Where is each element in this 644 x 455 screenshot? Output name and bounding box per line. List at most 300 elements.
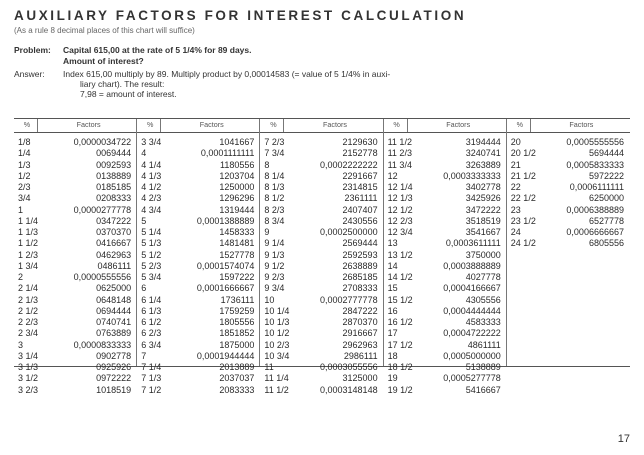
factor-cell: 2847222 <box>342 305 378 316</box>
problem-line-2: Amount of interest? <box>63 56 144 66</box>
table-row <box>18 160 131 171</box>
factor-cell: 2986111 <box>343 350 378 361</box>
factor-cell: 1875000 <box>219 339 255 350</box>
percent-cell: 21 <box>510 159 521 170</box>
factor-cell: 5138889 <box>465 362 501 372</box>
factor-column <box>511 137 624 250</box>
percent-cell: 4 2/3 <box>141 193 162 204</box>
table-row <box>18 328 131 339</box>
table-row <box>388 171 501 182</box>
factor-cell: 0,0002500000 <box>320 227 378 237</box>
percent-cell: 12 <box>387 170 398 181</box>
factor-cell: 2013889 <box>219 362 255 372</box>
table-row <box>141 227 254 238</box>
factor-cell: 0,0001111111 <box>200 148 255 159</box>
factor-cell: 0694444 <box>96 305 132 316</box>
header-factors: Factors <box>323 120 347 129</box>
factor-cell: 0,0000277778 <box>73 204 132 215</box>
percent-cell: 11 3/4 <box>387 159 412 170</box>
table-row <box>18 227 131 238</box>
percent-cell: 5 2/3 <box>141 260 162 271</box>
header-divider <box>530 119 531 132</box>
table-row <box>18 216 131 227</box>
factor-cell: 1041667 <box>219 137 255 147</box>
table-row <box>18 193 131 204</box>
percent-cell: 10 2/3 <box>264 339 290 350</box>
percent-cell: 12 2/3 <box>387 215 413 226</box>
table-row <box>388 238 501 249</box>
percent-cell: 2 2/3 <box>18 317 39 327</box>
percent-cell: 6 2/3 <box>141 328 162 339</box>
percent-cell: 22 <box>510 182 521 192</box>
table-row <box>388 283 501 294</box>
table-row <box>18 148 131 159</box>
percent-cell: 5 3/4 <box>141 272 162 282</box>
factor-cell: 0,0005833333 <box>566 159 624 170</box>
table-row <box>141 171 254 182</box>
percent-cell: 6 3/4 <box>141 339 162 350</box>
factor-cell: 3194444 <box>465 137 501 147</box>
table-row <box>264 250 377 261</box>
percent-cell: 6 <box>141 283 147 294</box>
table-row <box>141 216 254 227</box>
percent-cell: 3/4 <box>18 193 31 204</box>
table-row <box>18 317 131 328</box>
percent-cell: 1 3/4 <box>18 260 39 271</box>
percent-cell: 3 1/4 <box>18 350 39 361</box>
percent-cell: 9 3/4 <box>264 283 285 294</box>
factor-cell: 2430556 <box>342 215 378 226</box>
header-divider <box>283 119 284 132</box>
factor-cell: 0185185 <box>96 182 132 192</box>
percent-cell: 8 1/3 <box>264 182 285 192</box>
table-row <box>264 351 377 362</box>
factor-cell: 0,0000833333 <box>73 339 132 350</box>
header-factors: Factors <box>199 120 224 129</box>
percent-cell: 20 1/2 <box>510 148 536 159</box>
percent-cell: 14 1/2 <box>387 272 413 282</box>
percent-cell: 2 1/4 <box>18 283 39 294</box>
table-row <box>511 171 624 182</box>
factor-cell: 0,0000034722 <box>73 137 132 147</box>
percent-cell: 13 1/2 <box>387 249 413 260</box>
header-percent: % <box>270 120 277 129</box>
table-row <box>141 160 254 171</box>
table-row <box>141 250 254 261</box>
percent-cell: 12 1/3 <box>387 193 413 204</box>
factor-cell: 6805556 <box>588 238 624 249</box>
percent-cell: 11 1/4 <box>264 373 289 384</box>
table-row <box>388 148 501 159</box>
table-row <box>264 216 377 227</box>
percent-cell: 5 1/4 <box>141 227 162 237</box>
percent-cell: 4 3/4 <box>141 204 162 215</box>
factor-cell: 0,0003148148 <box>320 384 378 395</box>
factor-cell: 0370370 <box>96 227 132 237</box>
percent-cell: 24 1/2 <box>510 238 536 249</box>
percent-cell: 2 1/2 <box>18 305 39 316</box>
factor-cell: 6250000 <box>588 193 624 204</box>
factor-cell: 6527778 <box>588 215 624 226</box>
percent-cell: 15 <box>387 283 398 294</box>
table-row <box>388 295 501 306</box>
table-row <box>388 250 501 261</box>
table-row <box>141 193 254 204</box>
header-factors: Factors <box>76 120 101 129</box>
percent-cell: 10 3/4 <box>264 350 290 361</box>
factor-cell: 1180556 <box>220 159 255 170</box>
table-row <box>388 182 501 193</box>
factor-cell: 1527778 <box>219 249 255 260</box>
percent-cell: 1/8 <box>18 137 31 147</box>
table-row <box>511 193 624 204</box>
table-row <box>141 137 254 148</box>
table-row <box>141 148 254 159</box>
table-row <box>388 193 501 204</box>
percent-cell: 2 3/4 <box>18 328 39 339</box>
percent-cell: 12 1/4 <box>387 182 413 192</box>
percent-cell: 23 1/2 <box>510 215 536 226</box>
factor-cell: 2638889 <box>342 260 378 271</box>
factor-cell: 0,0005000000 <box>443 350 501 361</box>
factor-cell: 0138889 <box>96 170 132 181</box>
factor-cell: 2361111 <box>344 193 378 204</box>
table-row <box>264 340 377 351</box>
factor-cell: 1597222 <box>219 272 255 282</box>
percent-cell: 1 <box>18 204 24 215</box>
column-divider <box>383 119 384 366</box>
table-row <box>141 328 254 339</box>
table-row <box>388 227 501 238</box>
table-row <box>264 362 377 373</box>
percent-cell: 16 <box>387 305 398 316</box>
table-row <box>264 328 377 339</box>
percent-cell: 17 1/2 <box>387 339 413 350</box>
factor-cell: 2592593 <box>342 249 378 260</box>
table-row <box>264 148 377 159</box>
table-row <box>18 351 131 362</box>
table-row <box>388 216 501 227</box>
factor-cell: 1296296 <box>219 193 255 204</box>
factor-cell: 0462963 <box>96 249 132 260</box>
table-row <box>511 238 624 249</box>
table-row <box>141 182 254 193</box>
percent-cell: 18 <box>387 350 398 361</box>
table-row <box>511 227 624 238</box>
factor-cell: 2291667 <box>342 170 378 181</box>
table-row <box>18 306 131 317</box>
factor-cell: 0648148 <box>96 294 132 305</box>
factor-cell: 2129630 <box>342 137 378 147</box>
percent-cell: 15 1/2 <box>387 294 413 305</box>
header-divider <box>407 119 408 132</box>
factor-cell: 5694444 <box>588 148 624 159</box>
table-row <box>388 362 501 373</box>
table-row <box>388 137 501 148</box>
percent-cell: 10 <box>264 294 275 305</box>
page-title: AUXILIARY FACTORS FOR INTEREST CALCULATION <box>14 8 467 23</box>
table-row <box>141 340 254 351</box>
factor-cell: 3125000 <box>342 373 378 384</box>
factor-cell: 2569444 <box>342 238 378 249</box>
percent-cell: 7 1/3 <box>141 373 162 384</box>
answer-label: Answer: <box>14 69 45 79</box>
percent-cell: 9 1/4 <box>264 238 285 249</box>
table-row <box>388 261 501 272</box>
table-header <box>14 119 630 133</box>
page-subtitle: (As a rule 8 decimal places of this chart will suffice) <box>14 26 195 35</box>
table-row <box>388 373 501 384</box>
percent-cell: 1 1/4 <box>18 215 39 226</box>
table-row <box>511 182 624 193</box>
table-row <box>141 295 254 306</box>
factor-cell: 1759259 <box>219 305 255 316</box>
header-percent: % <box>516 120 523 129</box>
percent-cell: 2 <box>18 272 24 282</box>
table-row <box>141 261 254 272</box>
header-factors: Factors <box>569 120 594 129</box>
percent-cell: 2/3 <box>18 182 31 192</box>
table-row <box>18 272 131 283</box>
factor-cell: 0,0006666667 <box>566 227 624 237</box>
factor-cell: 0,0003055556 <box>320 362 378 372</box>
percent-cell: 13 <box>387 238 398 249</box>
table-row <box>264 295 377 306</box>
percent-cell: 8 1/4 <box>264 170 285 181</box>
table-row <box>18 385 131 396</box>
factor-cell: 3541667 <box>465 227 501 237</box>
percent-cell: 9 2/3 <box>264 272 285 282</box>
percent-cell: 14 <box>387 260 398 271</box>
factor-cell: 0347222 <box>96 215 132 226</box>
header-percent: % <box>146 120 154 129</box>
percent-cell: 8 1/2 <box>264 193 285 204</box>
percent-cell: 8 3/4 <box>264 215 285 226</box>
table-row <box>141 283 254 294</box>
table-row <box>141 205 254 216</box>
table-row <box>141 385 254 396</box>
table-row <box>18 250 131 261</box>
table-row <box>388 205 501 216</box>
percent-cell: 2 1/3 <box>18 294 39 305</box>
table-row <box>511 137 624 148</box>
factor-cell: 0,0003611111 <box>445 238 501 249</box>
percent-cell: 4 <box>141 148 147 159</box>
percent-cell: 3 1/2 <box>18 373 39 384</box>
table-row <box>388 351 501 362</box>
problem-line-1: Capital 615,00 at the rate of 5 1/4% for 89 days. <box>63 45 252 55</box>
factor-cell: 5416667 <box>465 384 501 395</box>
table-row <box>264 385 377 396</box>
table-row <box>18 238 131 249</box>
table-row <box>18 261 131 272</box>
factor-cell: 0416667 <box>96 238 132 249</box>
factor-cell: 4861111 <box>467 339 501 350</box>
answer-line-2: liary chart). The result: <box>80 79 165 89</box>
table-row <box>264 193 377 204</box>
factor-cell: 2708333 <box>342 283 378 294</box>
percent-cell: 23 <box>510 204 521 215</box>
percent-cell: 12 1/2 <box>387 204 413 215</box>
factor-cell: 1250000 <box>219 182 255 192</box>
factor-cell: 0,0005277778 <box>443 373 501 384</box>
percent-cell: 19 <box>387 373 398 384</box>
factor-cell: 2037037 <box>219 373 255 384</box>
factor-cell: 0,0003333333 <box>443 170 501 181</box>
factor-cell: 0,0005555556 <box>566 137 624 147</box>
factor-cell: 0092593 <box>96 159 132 170</box>
factor-cell: 2916667 <box>342 328 378 339</box>
factor-cell: 0925926 <box>96 362 132 372</box>
percent-cell: 4 1/3 <box>141 170 162 181</box>
factor-cell: 2083333 <box>219 384 255 395</box>
percent-cell: 5 1/3 <box>141 238 162 249</box>
table-row <box>264 160 377 171</box>
table-row <box>388 317 501 328</box>
factor-cell: 3518519 <box>465 215 501 226</box>
factor-column <box>388 137 501 396</box>
table-row <box>264 373 377 384</box>
percent-cell: 1 1/3 <box>18 227 39 237</box>
table-row <box>18 137 131 148</box>
column-divider <box>136 119 137 366</box>
factor-cell: 2152778 <box>342 148 378 159</box>
factor-cell: 2407407 <box>342 204 378 215</box>
percent-cell: 3 3/4 <box>141 137 162 147</box>
percent-cell: 3 <box>18 339 24 350</box>
table-row <box>141 362 254 373</box>
percent-cell: 1/3 <box>18 159 31 170</box>
factor-cell: 0,0004444444 <box>443 305 501 316</box>
factor-cell: 0740741 <box>96 317 132 327</box>
factor-cell: 0763889 <box>96 328 132 339</box>
header-percent: % <box>23 120 31 129</box>
factor-cell: 1018519 <box>96 384 132 395</box>
percent-cell: 11 <box>264 362 274 372</box>
factor-cell: 2962963 <box>342 339 378 350</box>
factor-cell: 2314815 <box>342 182 378 192</box>
percent-cell: 7 1/2 <box>141 384 162 395</box>
percent-cell: 3 1/3 <box>18 362 39 372</box>
factor-cell: 0486111 <box>97 260 132 271</box>
percent-cell: 6 1/3 <box>141 305 162 316</box>
percent-cell: 7 <box>141 350 147 361</box>
table-row <box>141 373 254 384</box>
factor-cell: 0,0006111111 <box>569 182 624 192</box>
factor-cell: 0,0002222222 <box>320 159 378 170</box>
table-row <box>264 317 377 328</box>
table-row <box>388 160 501 171</box>
table-row <box>141 317 254 328</box>
table-row <box>264 238 377 249</box>
table-row <box>264 171 377 182</box>
table-row <box>388 385 501 396</box>
factor-cell: 0,0003888889 <box>443 260 501 271</box>
percent-cell: 6 1/2 <box>141 317 162 327</box>
percent-cell: 8 <box>264 159 270 170</box>
table-row <box>18 362 131 373</box>
factor-cell: 0069444 <box>96 148 132 159</box>
factor-cell: 0,0000555556 <box>73 272 132 282</box>
table-row <box>141 351 254 362</box>
table-row <box>388 340 501 351</box>
answer-line-3: 7,98 = amount of interest. <box>80 89 177 99</box>
percent-cell: 7 3/4 <box>264 148 285 159</box>
factor-cell: 4305556 <box>465 294 501 305</box>
table-row <box>264 205 377 216</box>
percent-cell: 4 1/2 <box>141 182 162 192</box>
percent-cell: 5 1/2 <box>141 249 162 260</box>
table-row <box>18 373 131 384</box>
percent-cell: 6 1/4 <box>141 294 162 305</box>
factor-cell: 0902778 <box>96 350 132 361</box>
percent-cell: 9 <box>264 227 270 237</box>
table-row <box>264 272 377 283</box>
table-row <box>511 216 624 227</box>
percent-cell: 1 2/3 <box>18 249 39 260</box>
factor-cell: 4583333 <box>465 317 501 327</box>
factor-cell: 5972222 <box>588 170 624 181</box>
table-row <box>18 182 131 193</box>
factor-cell: 0,0002777778 <box>320 294 378 305</box>
factor-cell: 1805556 <box>219 317 255 327</box>
table-row <box>388 306 501 317</box>
factor-column <box>18 137 131 396</box>
factor-cell: 0,0001574074 <box>196 260 255 271</box>
factor-cell: 1319444 <box>219 204 255 215</box>
header-divider <box>160 119 161 132</box>
factor-cell: 0972222 <box>96 373 132 384</box>
percent-cell: 22 1/2 <box>510 193 536 204</box>
table-row <box>388 272 501 283</box>
percent-cell: 20 <box>510 137 521 147</box>
factor-cell: 3750000 <box>465 249 501 260</box>
column-divider <box>259 119 260 366</box>
factor-cell: 1458333 <box>219 227 255 237</box>
factor-column <box>264 137 377 396</box>
percent-cell: 10 1/2 <box>264 328 290 339</box>
column-divider <box>506 119 507 366</box>
factor-cell: 0,0004722222 <box>443 328 501 339</box>
percent-cell: 4 1/4 <box>141 159 162 170</box>
table-row <box>141 238 254 249</box>
problem-label: Problem: <box>14 45 51 55</box>
table-row <box>264 283 377 294</box>
percent-cell: 16 1/2 <box>387 317 413 327</box>
percent-cell: 10 1/3 <box>264 317 290 327</box>
percent-cell: 1 1/2 <box>18 238 39 249</box>
table-row <box>511 205 624 216</box>
page-number: 17 <box>617 433 630 445</box>
header-percent: % <box>393 120 400 129</box>
header-divider <box>37 119 38 132</box>
factor-cell: 0625000 <box>96 283 132 294</box>
table-row <box>141 306 254 317</box>
factor-cell: 1203704 <box>219 170 255 181</box>
table-row <box>511 148 624 159</box>
table-row <box>388 328 501 339</box>
factor-cell: 0,0001944444 <box>196 350 255 361</box>
percent-cell: 1/2 <box>18 170 31 181</box>
table-row <box>264 227 377 238</box>
factor-cell: 1851852 <box>219 328 255 339</box>
percent-cell: 1/4 <box>18 148 31 159</box>
table-row <box>18 171 131 182</box>
percent-cell: 17 <box>387 328 398 339</box>
factor-cell: 2870370 <box>342 317 378 327</box>
percent-cell: 11 1/2 <box>387 137 412 147</box>
table-row <box>511 160 624 171</box>
